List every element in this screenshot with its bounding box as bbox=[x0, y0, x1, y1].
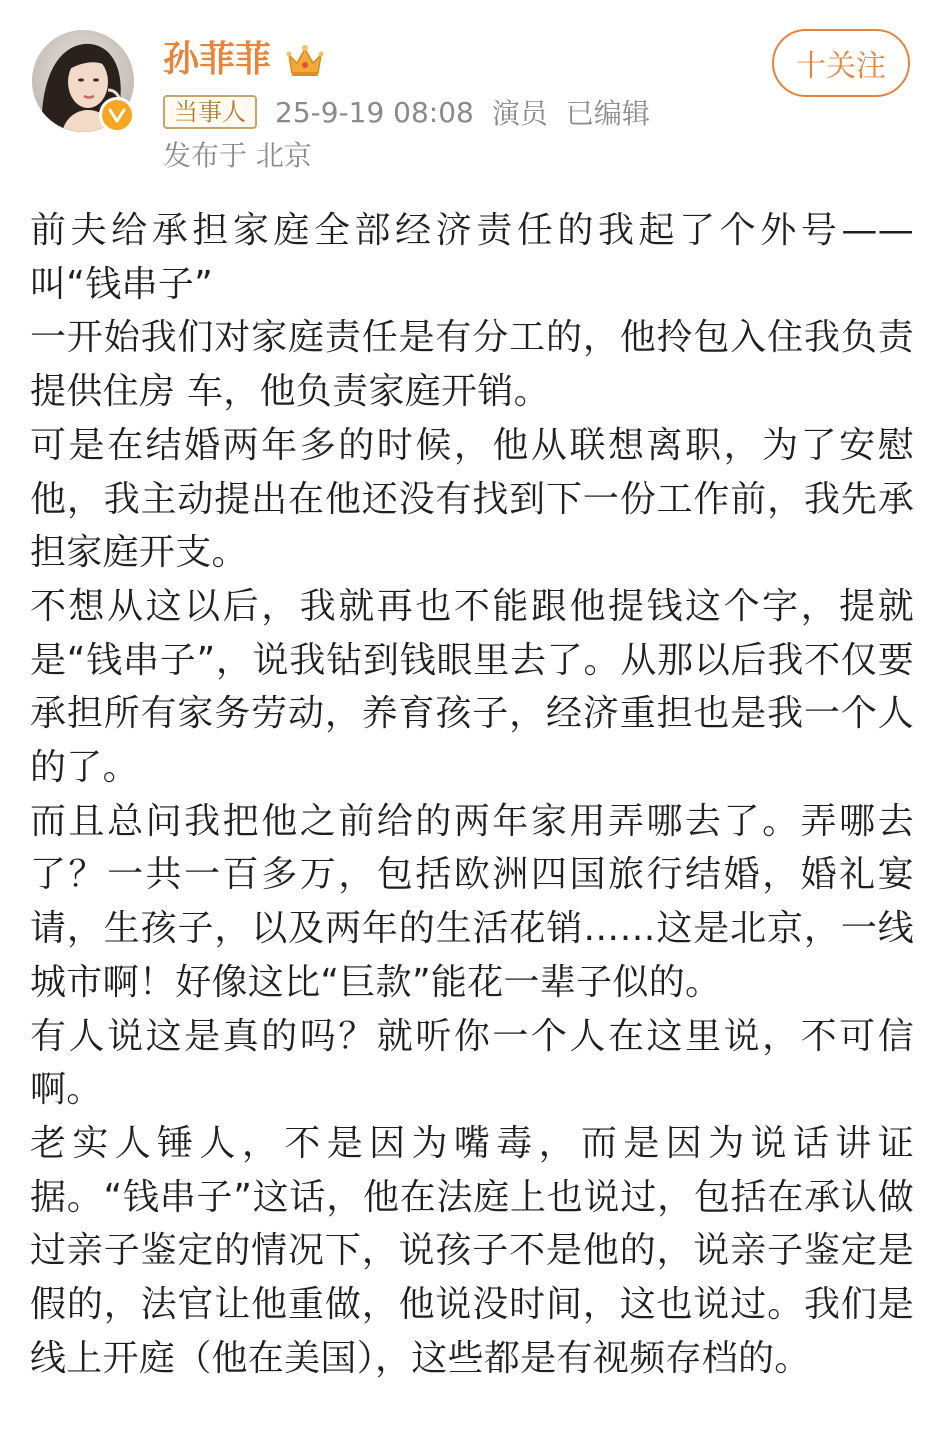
post-paragraph: 不想从这以后，我就再也不能跟他提钱这个字，提就是“钱串子”，说我钻到钱眼里去了。从那以后我不仅要承担所有家务劳动，养育孩子，经济重担也是我一个人的了。 bbox=[30, 585, 914, 789]
username-row bbox=[163, 34, 325, 86]
post-paragraph: 一开始我们对家庭责任是有分工的，他拎包入住我负责提供住房 车，他负责家庭开销。 bbox=[30, 317, 914, 413]
author-role: 演员 bbox=[491, 97, 548, 130]
author-name[interactable]: 孙菲菲 bbox=[163, 39, 272, 80]
post-timestamp: 25-9-19 08:08 bbox=[275, 95, 474, 129]
post-paragraph: 可是在结婚两年多的时候，他从联想离职，为了安慰他，我主动提出在他还没有找到下一份工作前，我先承担家庭开支。 bbox=[30, 424, 914, 574]
verified-badge-icon bbox=[99, 97, 135, 133]
post-paragraph: 老实人锤人，不是因为嘴毒，而是因为说话讲证据。“钱串子”这话，他在法庭上也说过，包括在承认做过亲子鉴定的情况下，说孩子不是他的，说亲子鉴定是假的，法官让他重做，他说没时间，这也说过。我们是线上开庭（他在美国），这些都是有视频存档的。 bbox=[30, 1122, 914, 1379]
party-tag: 当事人 bbox=[163, 95, 257, 129]
post-meta bbox=[163, 94, 650, 130]
follow-button[interactable]: 十关注 bbox=[772, 29, 910, 97]
edited-label[interactable]: 已编辑 bbox=[565, 97, 650, 130]
post-header bbox=[0, 0, 942, 190]
post-paragraph: 前夫给承担家庭全部经济责任的我起了个外号——叫“钱串子” bbox=[30, 210, 914, 305]
post-location: 发布于 北京 bbox=[163, 139, 312, 172]
post-paragraph: 而且总问我把他之前给的两年家用弄哪去了。弄哪去了？一共一百多万，包括欧洲四国旅行结婚，婚礼宴请，生孩子，以及两年的生活花销……这是北京，一线城市啊！好像这比“巨款”能花一辈子似的。 bbox=[30, 800, 914, 1003]
post-paragraph: 有人说这是真的吗？就听你一个人在这里说，不可信啊。 bbox=[30, 1015, 914, 1111]
crown-icon bbox=[285, 41, 325, 79]
post-content bbox=[30, 204, 914, 1385]
